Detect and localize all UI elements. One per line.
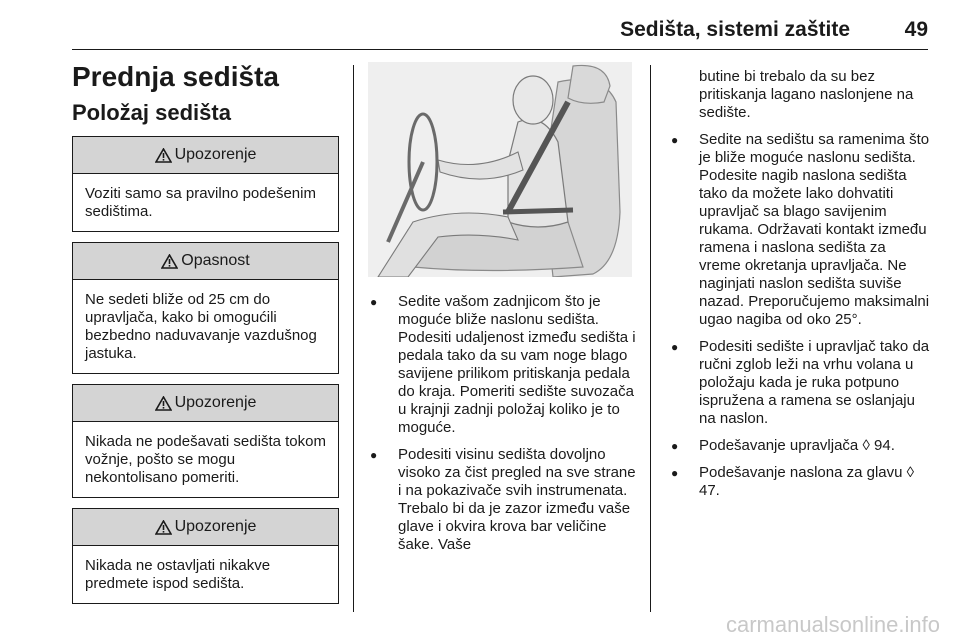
header-rule: [72, 49, 928, 50]
subsection-title: Položaj sedišta: [72, 100, 231, 125]
section-title: Prednja sedišta: [72, 61, 279, 92]
page-number: 49: [904, 18, 928, 41]
seat-position-illustration: [368, 62, 632, 277]
right-bullet-list: [669, 131, 931, 500]
warning-box-1: [72, 136, 339, 232]
page-header: [72, 16, 928, 46]
warning-box-label: Upozorenje: [174, 146, 257, 163]
header-title: Sedišta, sistemi zaštite: [620, 18, 850, 41]
warning-triangle-icon: [155, 520, 172, 535]
warning-box-2: [72, 384, 339, 498]
middle-column: [368, 62, 636, 563]
warning-box-text: Voziti samo sa pravilno podešenim sedištima.: [85, 185, 316, 220]
list-item: ● Podešavanje naslona za glavu ◊ 47.: [669, 464, 931, 500]
warning-box-text: Nikada ne podešavati sedišta tokom vožnje, pošto se mogu nekontolisano pomeriti.: [85, 433, 326, 486]
watermark: carmanualsonline.info: [725, 612, 940, 637]
continued-text: butine bi trebalo da su bez pritiskanja lagano naslonjene na sedište.: [699, 68, 914, 121]
danger-box-text: Ne sedeti bliže od 25 cm do upravljača, kako bi omogućili bezbedno naduvavanje vazdušnog jastuka.: [85, 291, 317, 362]
list-item: ● Sedite vašom zadnjicom što je moguće bliže naslonu sedišta. Podesiti udaljenost između sedišta i pedala tako da su vam noge blago savijene prilikom pritiskanja pedala do kraja. Pomeriti sedište suvozača u krajnji zadnji položaj koliko je to moguće.: [368, 293, 636, 437]
danger-box-label: Opasnost: [181, 252, 250, 269]
warning-box-head: [73, 509, 338, 546]
warning-box-label: Upozorenje: [174, 518, 257, 535]
column-divider-2: [650, 65, 651, 612]
right-column: [669, 68, 931, 509]
middle-bullet-list: [368, 293, 636, 554]
warning-box-head: [73, 385, 338, 422]
list-item: ● Podesiti sedište i upravljač tako da ručni zglob leži na vrhu volana u položaju kada je ruka potpuno ispružena a ramena se oslanjaju na naslon.: [669, 338, 931, 428]
warning-box-label: Upozorenje: [174, 394, 257, 411]
danger-box: [72, 242, 339, 374]
list-item: ● Podešavanje upravljača ◊ 94.: [669, 437, 931, 455]
warning-triangle-icon: [155, 148, 172, 163]
warning-box-text: Nikada ne ostavljati nikakve predmete ispod sedišta.: [85, 557, 271, 592]
list-item: ● Sedite na sedištu sa ramenima što je bliže moguće naslonu sedišta. Podesite nagib naslona sedišta tako da možete lako dohvatiti upravljač sa blago savijenim rukama. Održavati kontakt između ramena i naslona sedišta za vreme okretanja upravljača. Ne naginjati naslon sedišta suviše nazad. Preporučujemo maksimalni ugao nagiba od oko 25°.: [669, 131, 931, 329]
warning-box-head: [73, 137, 338, 174]
list-item: ● Podesiti visinu sedišta dovoljno visoko za čist pregled na sve strane i na pokazivače svih instrumenata. Trebalo bi da je zazor između vaše glave i okvira krova bar veličine šake. Vaše: [368, 446, 636, 554]
column-divider-1: [353, 65, 354, 612]
driver-seat-illustration: [368, 62, 632, 277]
left-column: [72, 60, 339, 604]
warning-triangle-icon: [155, 396, 172, 411]
warning-triangle-icon: [161, 254, 178, 269]
warning-box-3: [72, 508, 339, 604]
danger-box-head: [73, 243, 338, 280]
